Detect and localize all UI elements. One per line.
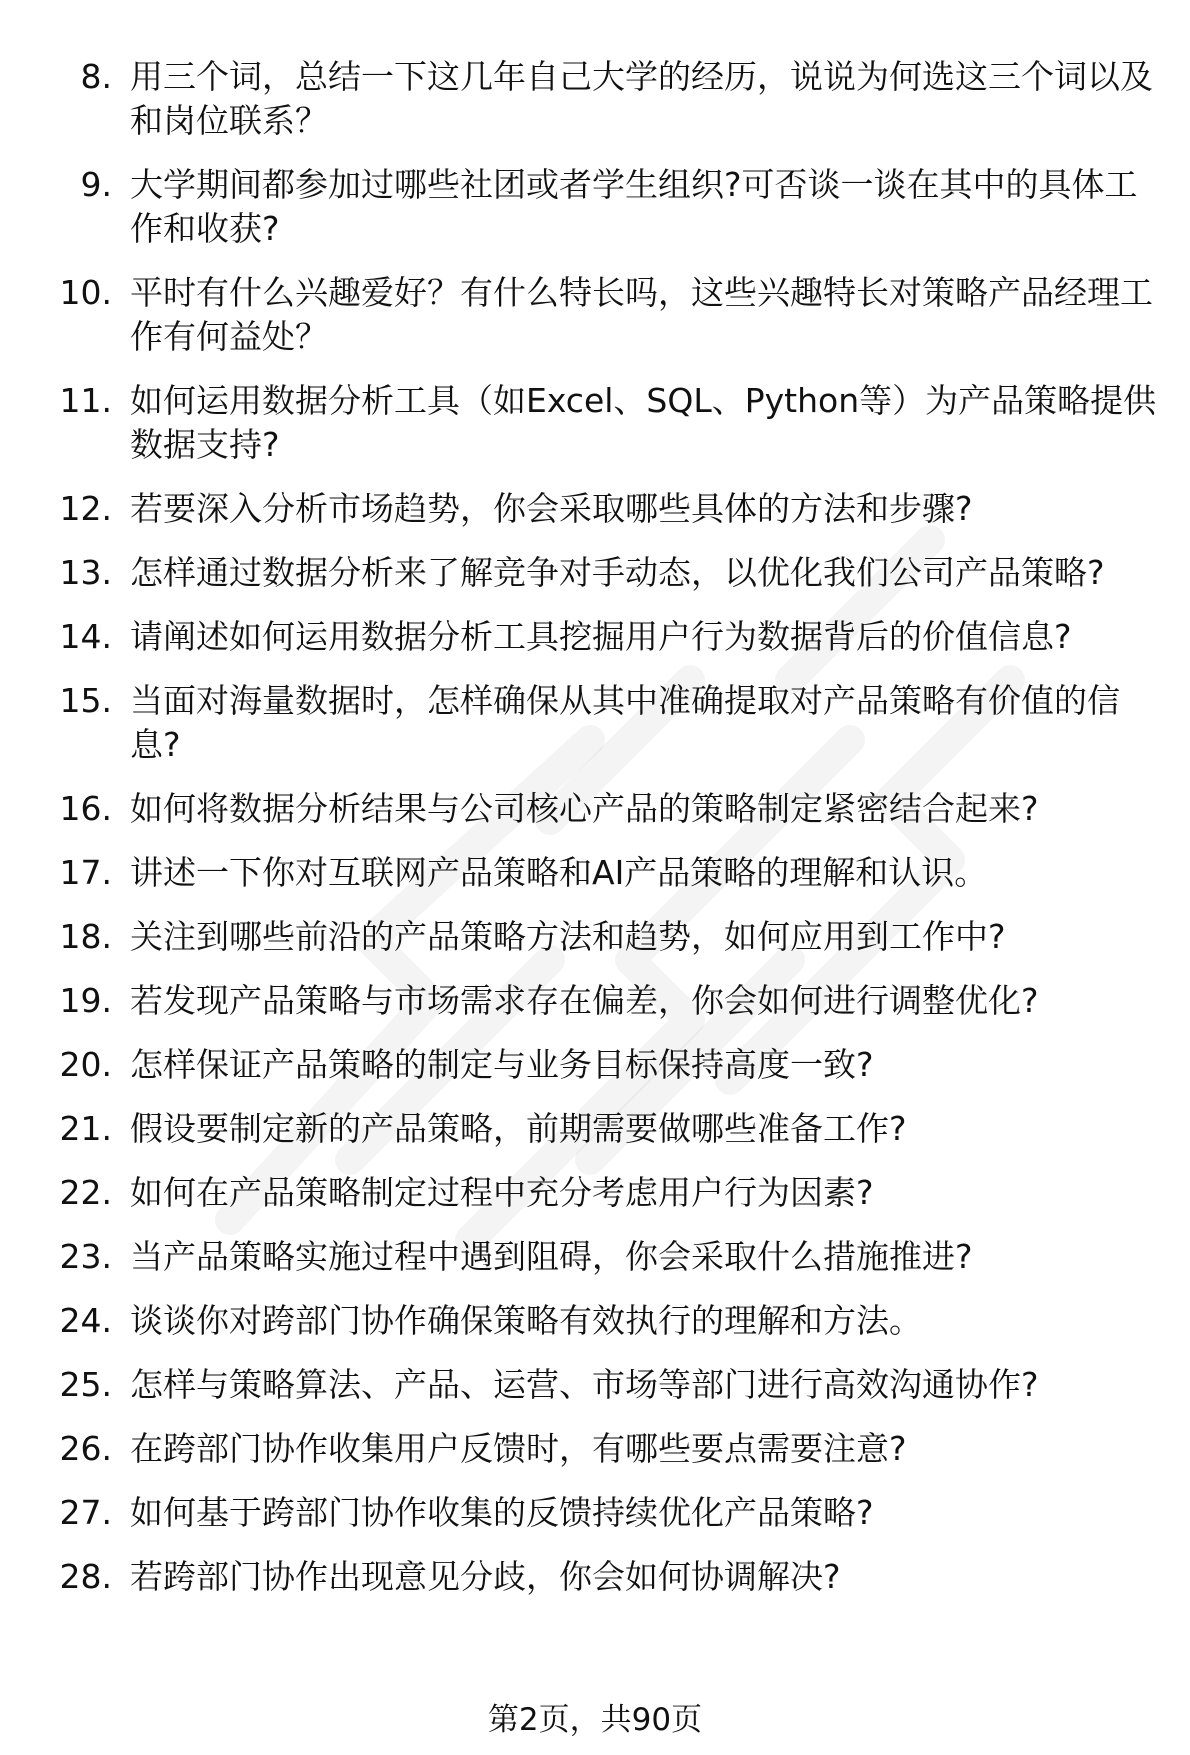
question-number: 18. [59,917,112,956]
question-text: 若要深入分析市场趋势，你会采取哪些具体的方法和步骤? [130,489,973,528]
question-text: 当产品策略实施过程中遇到阻碍，你会采取什么措施推进? [130,1237,973,1276]
question-number: 14. [59,617,112,656]
question-text: 大学期间都参加过哪些社团或者学生组织?可否谈一谈在其中的具体工作和收获? [130,165,1138,248]
list-item [0,851,1190,895]
question-number: 11. [59,381,112,420]
question-list [0,55,1190,1619]
question-number: 17. [59,853,112,892]
question-text: 当面对海量数据时，怎样确保从其中准确提取对产品策略有价值的信息? [130,681,1120,764]
list-item [0,1107,1190,1151]
list-item [0,163,1190,251]
question-text: 如何运用数据分析工具（如Excel、SQL、Python等）为产品策略提供数据支持? [130,381,1157,464]
question-text: 讲述一下你对互联网产品策略和AI产品策略的理解和认识。 [130,853,988,892]
list-item [0,615,1190,659]
question-number: 26. [59,1429,112,1468]
list-item [0,1171,1190,1215]
list-item [0,55,1190,143]
list-item [0,271,1190,359]
list-item [0,1555,1190,1599]
question-number: 24. [59,1301,112,1340]
list-item [0,1363,1190,1407]
question-number: 27. [59,1493,112,1532]
list-item [0,1235,1190,1279]
question-text: 若发现产品策略与市场需求存在偏差，你会如何进行调整优化? [130,981,1039,1020]
question-text: 怎样与策略算法、产品、运营、市场等部门进行高效沟通协作? [130,1365,1039,1404]
question-number: 28. [59,1557,112,1596]
question-text: 在跨部门协作收集用户反馈时，有哪些要点需要注意? [130,1429,907,1468]
list-item [0,979,1190,1023]
question-text: 请阐述如何运用数据分析工具挖掘用户行为数据背后的价值信息? [130,617,1072,656]
question-number: 20. [59,1045,112,1084]
question-number: 22. [59,1173,112,1212]
list-item [0,915,1190,959]
page-number-footer: 第2页，共90页 [487,1702,703,1738]
question-text: 怎样保证产品策略的制定与业务目标保持高度一致? [130,1045,874,1084]
list-item [0,1043,1190,1087]
question-number: 12. [59,489,112,528]
list-item [0,487,1190,531]
question-number: 25. [59,1365,112,1404]
question-number: 10. [59,273,112,312]
question-text: 如何基于跨部门协作收集的反馈持续优化产品策略? [130,1493,874,1532]
question-number: 21. [59,1109,112,1148]
question-number: 15. [59,681,112,720]
list-item [0,1299,1190,1343]
list-item [0,1491,1190,1535]
question-text: 如何在产品策略制定过程中充分考虑用户行为因素? [130,1173,874,1212]
question-number: 23. [59,1237,112,1276]
question-number: 8. [80,57,112,96]
question-number: 16. [59,789,112,828]
list-item [0,379,1190,467]
question-text: 若跨部门协作出现意见分歧，你会如何协调解决? [130,1557,841,1596]
question-text: 平时有什么兴趣爱好？有什么特长吗，这些兴趣特长对策略产品经理工作有何益处？ [130,273,1153,356]
list-item [0,1427,1190,1471]
question-number: 19. [59,981,112,1020]
question-text: 假设要制定新的产品策略，前期需要做哪些准备工作? [130,1109,907,1148]
list-item [0,551,1190,595]
question-text: 怎样通过数据分析来了解竞争对手动态，以优化我们公司产品策略? [130,553,1105,592]
question-number: 13. [59,553,112,592]
question-text: 谈谈你对跨部门协作确保策略有效执行的理解和方法。 [130,1301,922,1340]
question-text: 关注到哪些前沿的产品策略方法和趋势，如何应用到工作中? [130,917,1006,956]
question-text: 如何将数据分析结果与公司核心产品的策略制定紧密结合起来? [130,789,1039,828]
list-item [0,679,1190,767]
list-item [0,787,1190,831]
question-number: 9. [80,165,112,204]
question-text: 用三个词，总结一下这几年自己大学的经历，说说为何选这三个词以及和岗位联系？ [130,57,1153,140]
